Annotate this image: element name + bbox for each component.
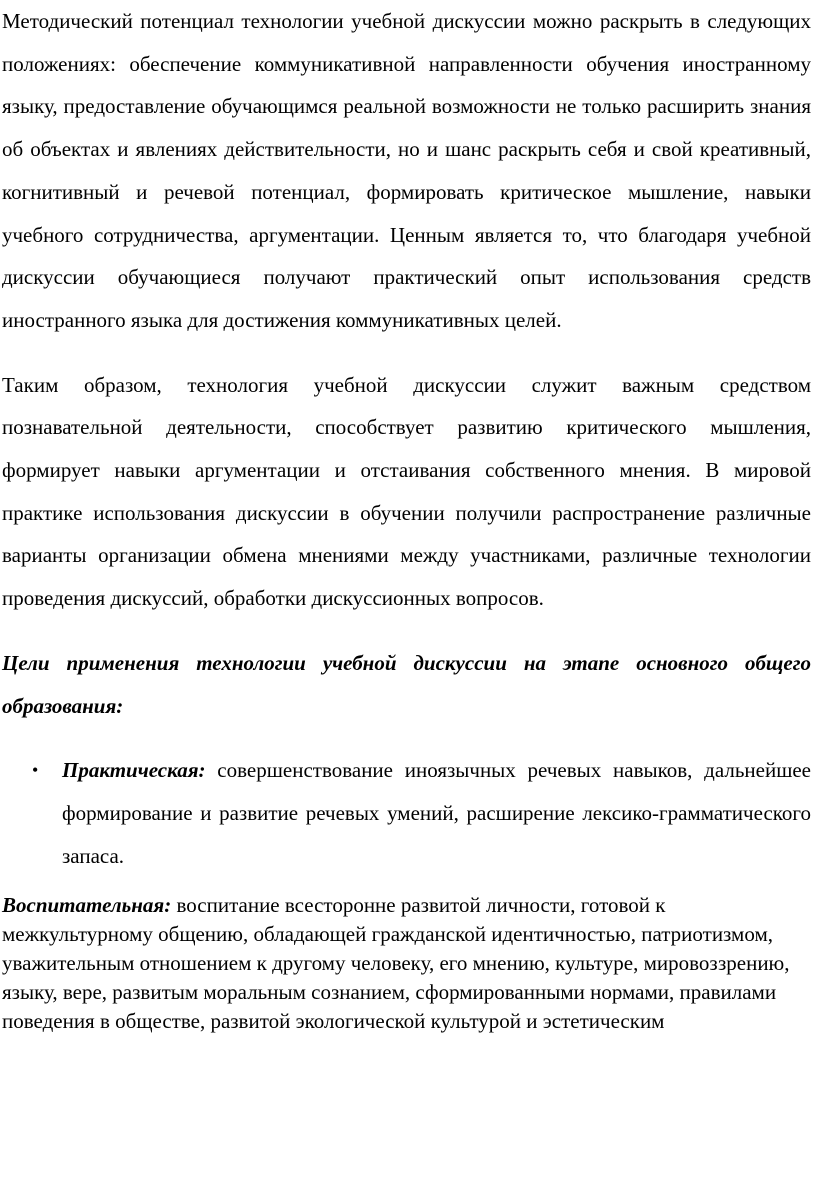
paragraph-conclusion: Таким образом, технология учебной дискуссии служит важным средством познавательной деятельности, способствует развитию критического мышления, формирует навыки аргументации и отстаивания собственного мнения. В мировой практике использования дискуссии в обучении получили распространение различные варианты организации обмена мнениями между участниками, различные технологии проведения дискуссий, обработки дискуссионных вопросов. — [2, 372, 811, 611]
goals-list — [2, 749, 811, 877]
paragraph-educational — [2, 891, 811, 1036]
list-item-practical — [2, 749, 811, 877]
paragraph-methodical-potential: Методический потенциал технологии учебной дискуссии можно раскрыть в следующих положениях: обеспечение коммуникативной направленности обучения иностранному языку, предоставление обучающимся реальной возможности не только расширить знания об объектах и явлениях действительности, но и шанс раскрыть себя и свой креативный, когнитивный и речевой потенциал, формировать критическое мышление, навыки учебного сотрудничества, аргументации. Ценным является то, что благодаря учебной дискуссии обучающиеся получают практический опыт использования средств иностранного языка для достижения коммуникативных целей. — [2, 9, 811, 332]
practical-text: совершенствование иноязычных речевых навыков, дальнейшее формирование и развитие речевых умений, расширение лексико-грамматического запаса. — [62, 758, 811, 868]
bullet-icon: • — [32, 760, 39, 781]
practical-label: Практическая: — [62, 758, 206, 783]
educational-label: Воспитательная: — [2, 893, 172, 918]
section-heading-goals: Цели применения технологии учебной дискуссии на этапе основного общего образования: — [2, 650, 811, 718]
educational-text: воспитание всесторонне развитой личности, готовой к межкультурному общению, обладающей гражданской идентичностью, патриотизмом, уважительным отношением к другому человеку, его мнению, культуре, мировоззрению, языку, вере, развитым моральным сознанием, сформированными нормами, правилами поведения в обществе, развитой экологической культурой и эстетическим — [2, 893, 790, 1034]
